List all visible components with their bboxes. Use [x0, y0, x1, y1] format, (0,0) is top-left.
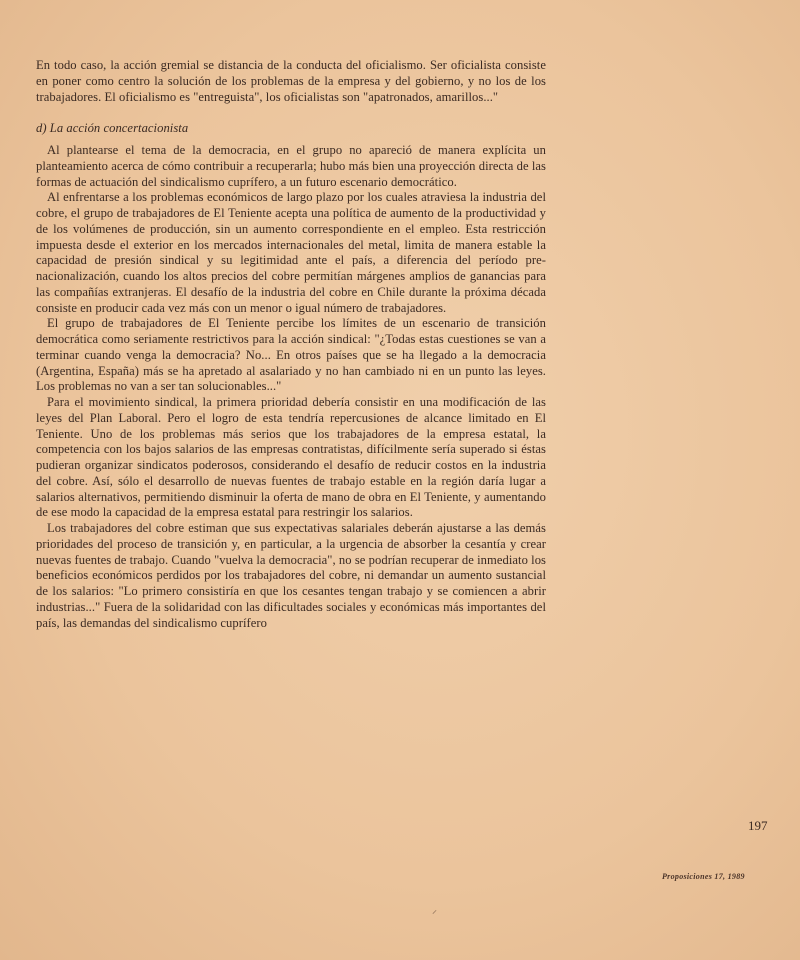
journal-footer: Proposiciones 17, 1989: [662, 872, 745, 881]
body-text: [36, 58, 546, 631]
page-number: 197: [748, 818, 768, 833]
intro-paragraph: En todo caso, la acción gremial se distancia de la conducta del oficialismo. Ser oficialista consiste en poner como centro la solución de los problemas de la empresa y del gobierno, y no los de los trabajadores. El oficialismo es "entreguista", los oficialistas son "apatronados, amarillos...": [36, 58, 546, 104]
paragraph-4: Para el movimiento sindical, la primera prioridad debería consistir en una modificación de las leyes del Plan Laboral. Pero el logro de esta tendría repercusiones de alcance limitado en El Teniente. Uno de los problemas más serios que los trabajadores de la empresa estatal, la competencia con los bajos salarios de las empresas contratistas, difícilmente sería superado si éstas pudieran organizar sindicatos poderosos, considerando el desafío de reducir costos en la industria del cobre. Así, sólo el desarrollo de nuevas fuentes de trabajo estable en la región daría lugar a salarios alternativos, permitiendo disminuir la oferta de mano de obra en El Teniente, y aumentando de ese modo la capacidad de la empresa estatal para restringir los salarios.: [36, 395, 546, 520]
section-heading: d) La acción concertacionista: [36, 121, 189, 136]
paragraph-3: El grupo de trabajadores de El Teniente percibe los límites de un escenario de transición democrática como seriamente restrictivos para la acción sindical: "¿Todas estas cuestiones se van a terminar cuando venga la democracia? No... En otros países que se ha llegado a la democracia (Argentina, España) más se ha apretado al asalariado y no han cambiado ni en un punto las leyes. Los problemas no van a ser tan solucionables...": [36, 316, 546, 394]
paragraph-5: Los trabajadores del cobre estiman que sus expectativas salariales deberán ajustarse a las demás prioridades del proceso de transición y, en particular, a la urgencia de absorber la cesantía y crear nuevas fuentes de trabajo. Cuando "vuelva la democracia", no se podrían recuperar de inmediato los beneficios económicos perdidos por los trabajadores del cobre, ni demandar un aumento sustancial de los salarios: "Lo primero consistiría en que los cesantes tengan trabajo y se comiencen a abrir industrias..." Fuera de la solidaridad con las dificultades sociales y económicas más importantes del país, las demandas del sindicalismo cuprífero: [36, 521, 546, 630]
scan-mark: ⸝: [432, 905, 437, 916]
paragraph-1: Al plantearse el tema de la democracia, en el grupo no apareció de manera explícita un planteamiento acerca de cómo contribuir a recuperarla; hubo más bien una proyección directa de las formas de actuación del sindicalismo cuprífero, a un futuro escenario democrático.: [36, 143, 546, 189]
paragraph-2: Al enfrentarse a los problemas económicos de largo plazo por los cuales atraviesa la industria del cobre, el grupo de trabajadores de El Teniente acepta una política de aumento de la productividad y de los volúmenes de producción, sin un aumento correspondiente en el empleo. Esta restricción impuesta desde el exterior en los mercados internacionales del metal, limita de manera estable la capacidad de presión sindical y su legitimidad ante el país, a diferencia del período pre-nacionalización, cuando los altos precios del cobre permitían márgenes amplios de ganancias para las compañías extranjeras. El desafío de la industria del cobre en Chile durante la próxima década consiste en producir cada vez más con un menor o igual número de trabajadores.: [36, 190, 546, 315]
